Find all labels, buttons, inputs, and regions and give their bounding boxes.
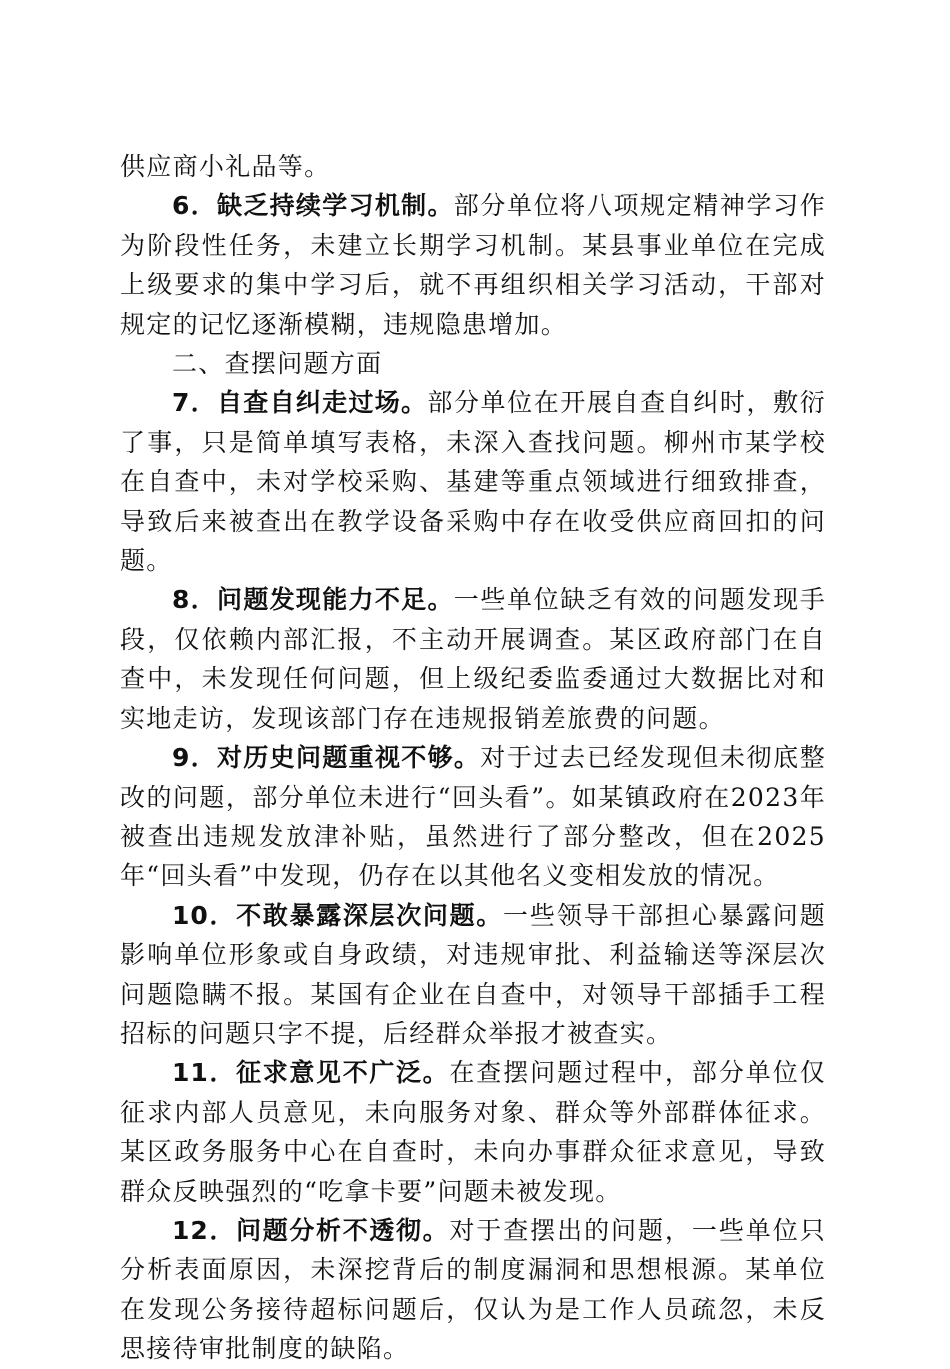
- list-item: [120, 738, 826, 896]
- list-item: [120, 383, 826, 580]
- item-body: 对于过去已经发现但未彻底整改的问题，部分单位未进行“回头看”。如某镇政府在2023年被查出违规发放津补贴，虽然进行了部分整改，但在2025年“回头看”中发现，仍存在以其他名义变相发放的情况。: [120, 743, 826, 891]
- item-lead: 7．自查自纠走过场。: [172, 388, 428, 418]
- item-body: 在查摆问题过程中，部分单位仅征求内部人员意见，未向服务对象、群众等外部群体征求。某区政务服务中心在自查时，未向办事群众征求意见，导致群众反映强烈的“吃拿卡要”问题未被发现。: [120, 1058, 826, 1206]
- list-item: [120, 1211, 826, 1369]
- intro-continuation: 供应商小礼品等。: [120, 152, 331, 181]
- item-body: 部分单位在开展自查自纠时，敷衍了事，只是简单填写表格，未深入查找问题。柳州市某学校在自查中，未对学校采购、基建等重点领域进行细致排查，导致后来被查出在教学设备采购中存在收受供应商回扣的问题。: [120, 388, 826, 576]
- item-lead: 12．问题分析不透彻。: [172, 1215, 450, 1245]
- section-heading: 二、查摆问题方面: [172, 349, 383, 379]
- item-body: 一些单位缺乏有效的问题发现手段，仅依赖内部汇报，不主动开展调查。某区政府部门在自查中，未发现任何问题，但上级纪委监委通过大数据比对和实地走访，发现该部门存在违规报销差旅费的问题。: [120, 585, 827, 733]
- item-lead: 6．缺乏持续学习机制。: [172, 191, 454, 221]
- item-lead: 11．征求意见不广泛。: [172, 1058, 450, 1088]
- list-item: [120, 1053, 826, 1211]
- item-body: 对于查摆出的问题，一些单位只分析表面原因，未深挖背后的制度漏洞和思想根源。某单位在发现公务接待超标问题后，仅认为是工作人员疏忽，未反思接待审批制度的缺陷。: [120, 1215, 826, 1364]
- list-item: [120, 580, 826, 738]
- list-item: [120, 186, 826, 344]
- item-body: 部分单位将八项规定精神学习作为阶段性任务，未建立长期学习机制。某县事业单位在完成上级要求的集中学习后，就不再组织相关学习活动，干部对规定的记忆逐渐模糊，违规隐患增加。: [120, 191, 827, 339]
- item-lead: 8．问题发现能力不足。: [172, 585, 454, 615]
- item-body: 一些领导干部担心暴露问题影响单位形象或自身政绩，对违规审批、利益输送等深层次问题隐瞒不报。某国有企业在自查中，对领导干部插手工程招标的问题只字不提，后经群众举报才被查实。: [120, 900, 826, 1048]
- item-lead: 9．对历史问题重视不够。: [172, 743, 481, 773]
- document-body: [120, 147, 826, 1369]
- item-lead: 10．不敢暴露深层次问题。: [172, 900, 503, 930]
- list-item: [120, 896, 826, 1054]
